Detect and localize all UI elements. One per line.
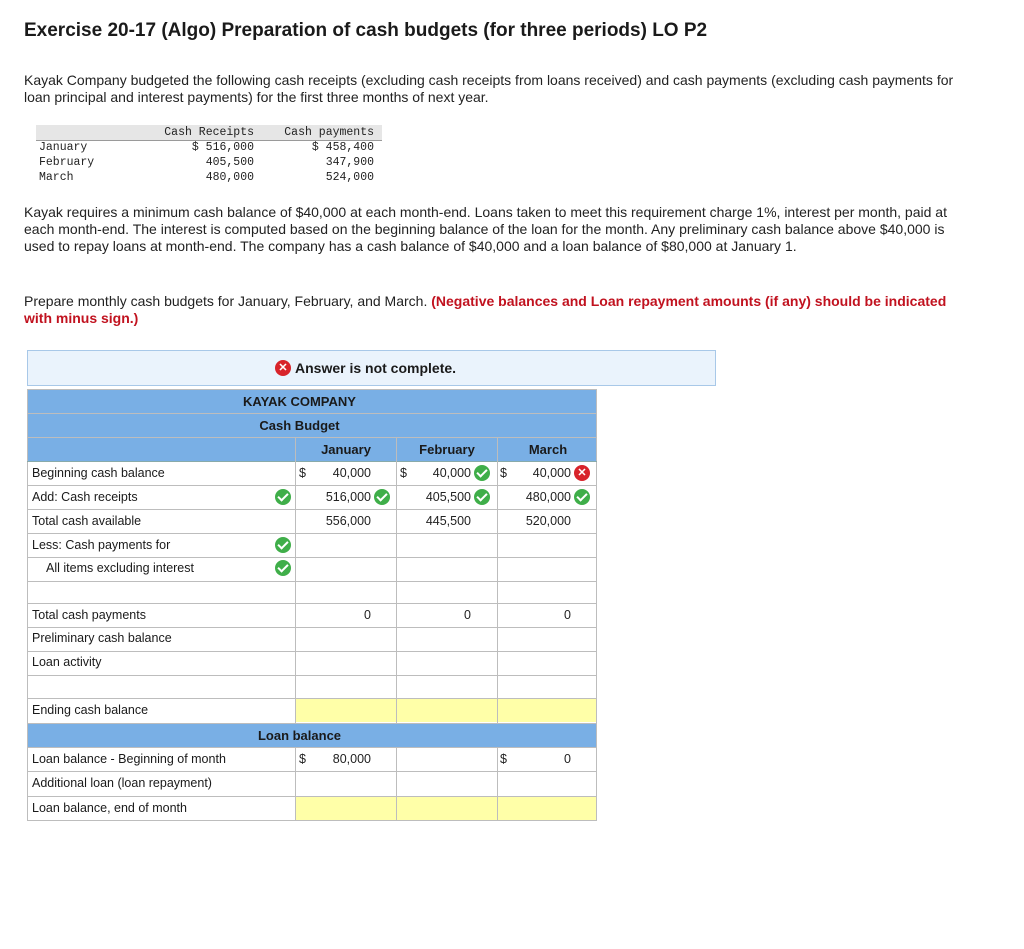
currency-symbol: $ bbox=[400, 466, 407, 480]
col-header-march: March bbox=[528, 442, 568, 457]
payments-value: 524,000 bbox=[325, 171, 374, 184]
intro-text: Kayak Company budgeted the following cash receipts (excluding cash receipts from loans received) and cash payments (excluding cash payments for loan principal and interest payments) for the first three months of next year. bbox=[24, 72, 954, 105]
total-payments-mar: 0 bbox=[564, 608, 571, 622]
row-label-loan-activity: Loan activity bbox=[32, 655, 102, 669]
cash-receipts-jan[interactable]: 516,000 bbox=[325, 490, 371, 504]
row-label-cash-receipts: Add: Cash receipts bbox=[32, 490, 138, 504]
prepare-text: Prepare monthly cash budgets for January, February, and March. bbox=[24, 293, 428, 309]
loan-beginning-jan: 80,000 bbox=[332, 752, 371, 766]
payments-value: $ 458,400 bbox=[311, 141, 374, 154]
row-label-ending-cash: Ending cash balance bbox=[32, 703, 149, 717]
month-label: February bbox=[39, 156, 95, 169]
currency-symbol: $ bbox=[500, 752, 507, 766]
loan-end-jan-input[interactable] bbox=[296, 796, 396, 820]
col-header-february: February bbox=[419, 442, 475, 457]
error-icon: ✕ bbox=[275, 360, 291, 376]
receipts-value: 480,000 bbox=[205, 171, 254, 184]
loan-end-feb-input[interactable] bbox=[397, 796, 497, 820]
ending-cash-jan-input[interactable] bbox=[296, 698, 396, 722]
correct-check-icon bbox=[474, 489, 490, 505]
row-label-total-cash-payments: Total cash payments bbox=[32, 608, 146, 622]
ending-cash-feb-input[interactable] bbox=[397, 698, 497, 722]
currency-symbol: $ bbox=[299, 466, 306, 480]
total-payments-jan: 0 bbox=[364, 608, 371, 622]
incorrect-x-icon: ✕ bbox=[574, 465, 590, 481]
correct-check-icon bbox=[574, 489, 590, 505]
header-cash-payments: Cash payments bbox=[284, 126, 374, 139]
total-cash-available-jan: 556,000 bbox=[325, 514, 371, 528]
correct-check-icon bbox=[474, 465, 490, 481]
month-label: January bbox=[39, 141, 88, 154]
company-name: KAYAK COMPANY bbox=[243, 394, 356, 409]
budget-subtitle: Cash Budget bbox=[259, 418, 340, 433]
header-cash-receipts: Cash Receipts bbox=[164, 126, 254, 139]
prepare-note: (Negative balances and Loan repayment amounts (if any) should be indicated with minus sign.) bbox=[24, 293, 947, 326]
correct-check-icon bbox=[374, 489, 390, 505]
correct-check-icon bbox=[275, 489, 291, 505]
ending-cash-mar-input[interactable] bbox=[498, 698, 597, 722]
row-label-less-cash-payments: Less: Cash payments for bbox=[32, 538, 171, 552]
row-label-preliminary-cash: Preliminary cash balance bbox=[32, 631, 172, 645]
requirements-text: Kayak requires a minimum cash balance of $40,000 at each month-end. Loans taken to meet this requirement charge 1%, interest per month, paid at each month-end. The interest is computed based on the beginning balance of the loan for the month. Any preliminary cash balance above $40,000 is used to repay loans at month-end. The company has a cash balance of $40,000 and a loan balance of $80,000 at January 1. bbox=[24, 204, 947, 254]
page-title: Exercise 20-17 (Algo) Preparation of cash budgets (for three periods) LO P2 bbox=[24, 20, 708, 41]
payments-value: 347,900 bbox=[325, 156, 374, 169]
month-label: March bbox=[39, 171, 74, 184]
receipts-value: 405,500 bbox=[205, 156, 254, 169]
prepare-instructions bbox=[24, 293, 964, 327]
row-label-loan-beginning: Loan balance - Beginning of month bbox=[32, 752, 226, 766]
beginning-cash-mar[interactable]: 40,000 bbox=[532, 466, 571, 480]
all-items-jan-input[interactable] bbox=[296, 557, 396, 581]
row-label-additional-loan: Additional loan (loan repayment) bbox=[32, 776, 212, 790]
beginning-cash-feb[interactable]: 40,000 bbox=[432, 466, 471, 480]
loan-beginning-mar: 0 bbox=[564, 752, 571, 766]
total-payments-feb: 0 bbox=[464, 608, 471, 622]
correct-check-icon bbox=[275, 560, 291, 576]
loan-balance-header: Loan balance bbox=[257, 728, 342, 743]
all-items-mar-input[interactable] bbox=[498, 557, 597, 581]
receipts-value: $ 516,000 bbox=[191, 141, 254, 154]
currency-symbol: $ bbox=[500, 466, 507, 480]
banner-text: Answer is not complete. bbox=[295, 360, 457, 376]
total-cash-available-mar: 520,000 bbox=[525, 514, 571, 528]
cash-receipts-feb[interactable]: 405,500 bbox=[425, 490, 471, 504]
beginning-cash-jan[interactable]: 40,000 bbox=[332, 466, 371, 480]
cash-budget-table bbox=[27, 389, 597, 821]
correct-check-icon bbox=[275, 537, 291, 553]
status-banner bbox=[27, 350, 716, 386]
all-items-feb-input[interactable] bbox=[397, 557, 497, 581]
loan-end-mar-input[interactable] bbox=[498, 796, 597, 820]
row-label-total-cash-available: Total cash available bbox=[32, 514, 142, 528]
currency-symbol: $ bbox=[299, 752, 306, 766]
row-label-beginning-cash: Beginning cash balance bbox=[32, 466, 165, 480]
cash-receipts-mar[interactable]: 480,000 bbox=[525, 490, 571, 504]
col-header-january: January bbox=[321, 442, 371, 457]
row-label-all-items: All items excluding interest bbox=[46, 561, 194, 575]
total-cash-available-feb: 445,500 bbox=[425, 514, 471, 528]
row-label-loan-end: Loan balance, end of month bbox=[32, 801, 187, 815]
